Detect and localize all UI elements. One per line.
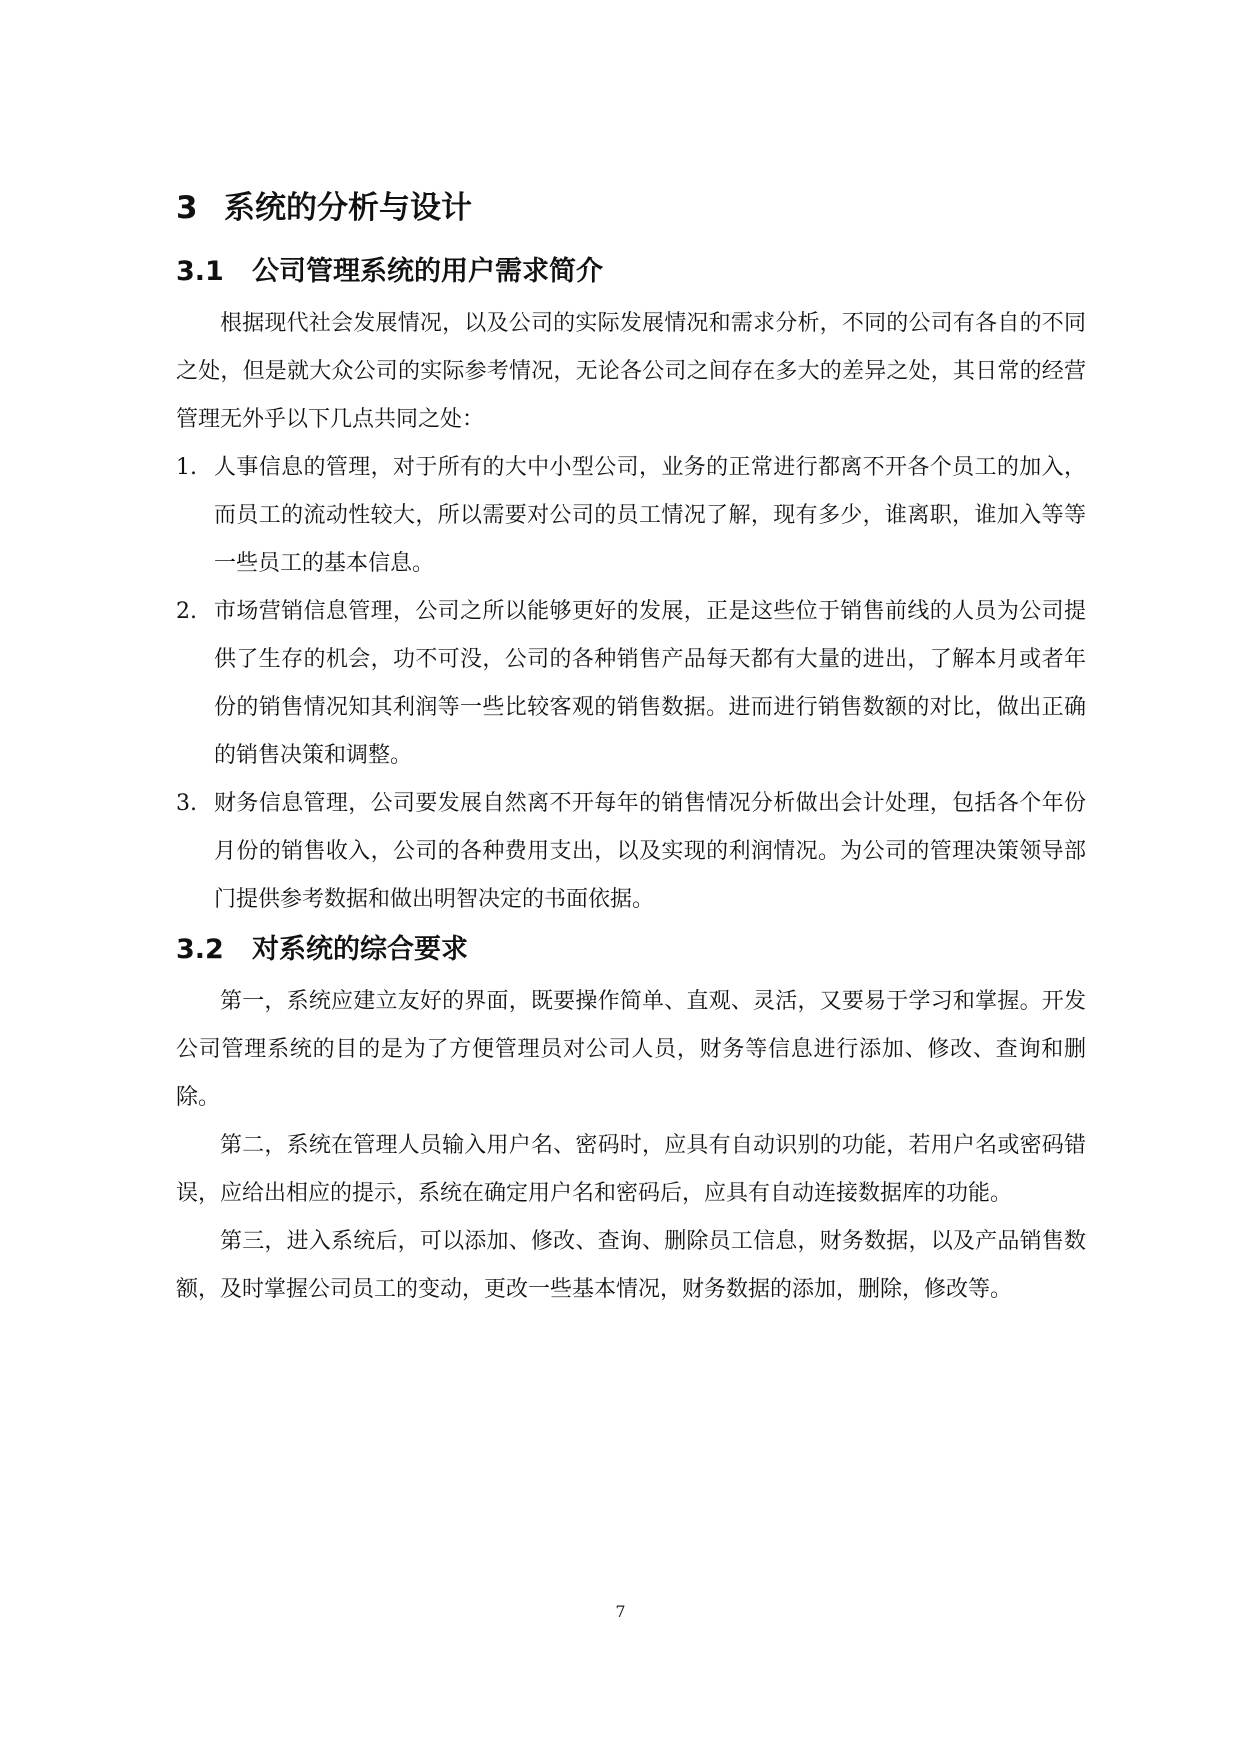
list-marker: 2. [176, 599, 197, 624]
chapter-heading [176, 186, 1086, 230]
list-item [176, 444, 1086, 588]
section-number: 3.2 [176, 934, 224, 965]
section-heading-3-2 [176, 930, 1086, 970]
list-item-text: 人事信息的管理，对于所有的大中小型公司，业务的正常进行都离不开各个员工的加入，而员工的流动性较大，所以需要对公司的员工情况了解，现有多少，谁离职，谁加入等等一些员工的基本信息。 [214, 455, 1086, 576]
section-title: 公司管理系统的用户需求简介 [252, 256, 603, 287]
intro-paragraph: 根据现代社会发展情况，以及公司的实际发展情况和需求分析，不同的公司有各自的不同之处，但是就大众公司的实际参考情况，无论各公司之间存在多大的差异之处，其日常的经营管理无外乎以下几点共同之处： [176, 311, 1086, 432]
list-item [176, 588, 1086, 780]
body-paragraph: 第三，进入系统后，可以添加、修改、查询、删除员工信息，财务数据，以及产品销售数额，及时掌握公司员工的变动，更改一些基本情况，财务数据的添加，删除，修改等。 [176, 1229, 1086, 1302]
page-content [176, 186, 1086, 1314]
list-marker: 1. [176, 455, 197, 480]
section-title: 对系统的综合要求 [252, 934, 468, 965]
body-paragraph: 第一，系统应建立友好的界面，既要操作简单、直观、灵活，又要易于学习和掌握。开发公司管理系统的目的是为了方便管理员对公司人员，财务等信息进行添加、修改、查询和删除。 [176, 989, 1086, 1110]
list-item-text: 财务信息管理，公司要发展自然离不开每年的销售情况分析做出会计处理，包括各个年份月份的销售收入，公司的各种费用支出，以及实现的利润情况。为公司的管理决策领导部门提供参考数据和做出明智决定的书面依据。 [214, 791, 1086, 912]
list-marker: 3. [176, 791, 197, 816]
section-number: 3.1 [176, 256, 224, 287]
list-item-text: 市场营销信息管理，公司之所以能够更好的发展，正是这些位于销售前线的人员为公司提供了生存的机会，功不可没，公司的各种销售产品每天都有大量的进出，了解本月或者年份的销售情况知其利润等一些比较客观的销售数据。进而进行销售数额的对比，做出正确的销售决策和调整。 [214, 599, 1086, 768]
page-number: 7 [615, 1602, 626, 1621]
chapter-number: 3 [176, 190, 198, 226]
body-paragraph: 第二，系统在管理人员输入用户名、密码时，应具有自动识别的功能，若用户名或密码错误，应给出相应的提示，系统在确定用户名和密码后，应具有自动连接数据库的功能。 [176, 1133, 1086, 1206]
list-item [176, 780, 1086, 924]
requirements-list [176, 444, 1086, 924]
section-heading-3-1 [176, 252, 1086, 292]
chapter-title: 系统的分析与设计 [224, 190, 472, 226]
